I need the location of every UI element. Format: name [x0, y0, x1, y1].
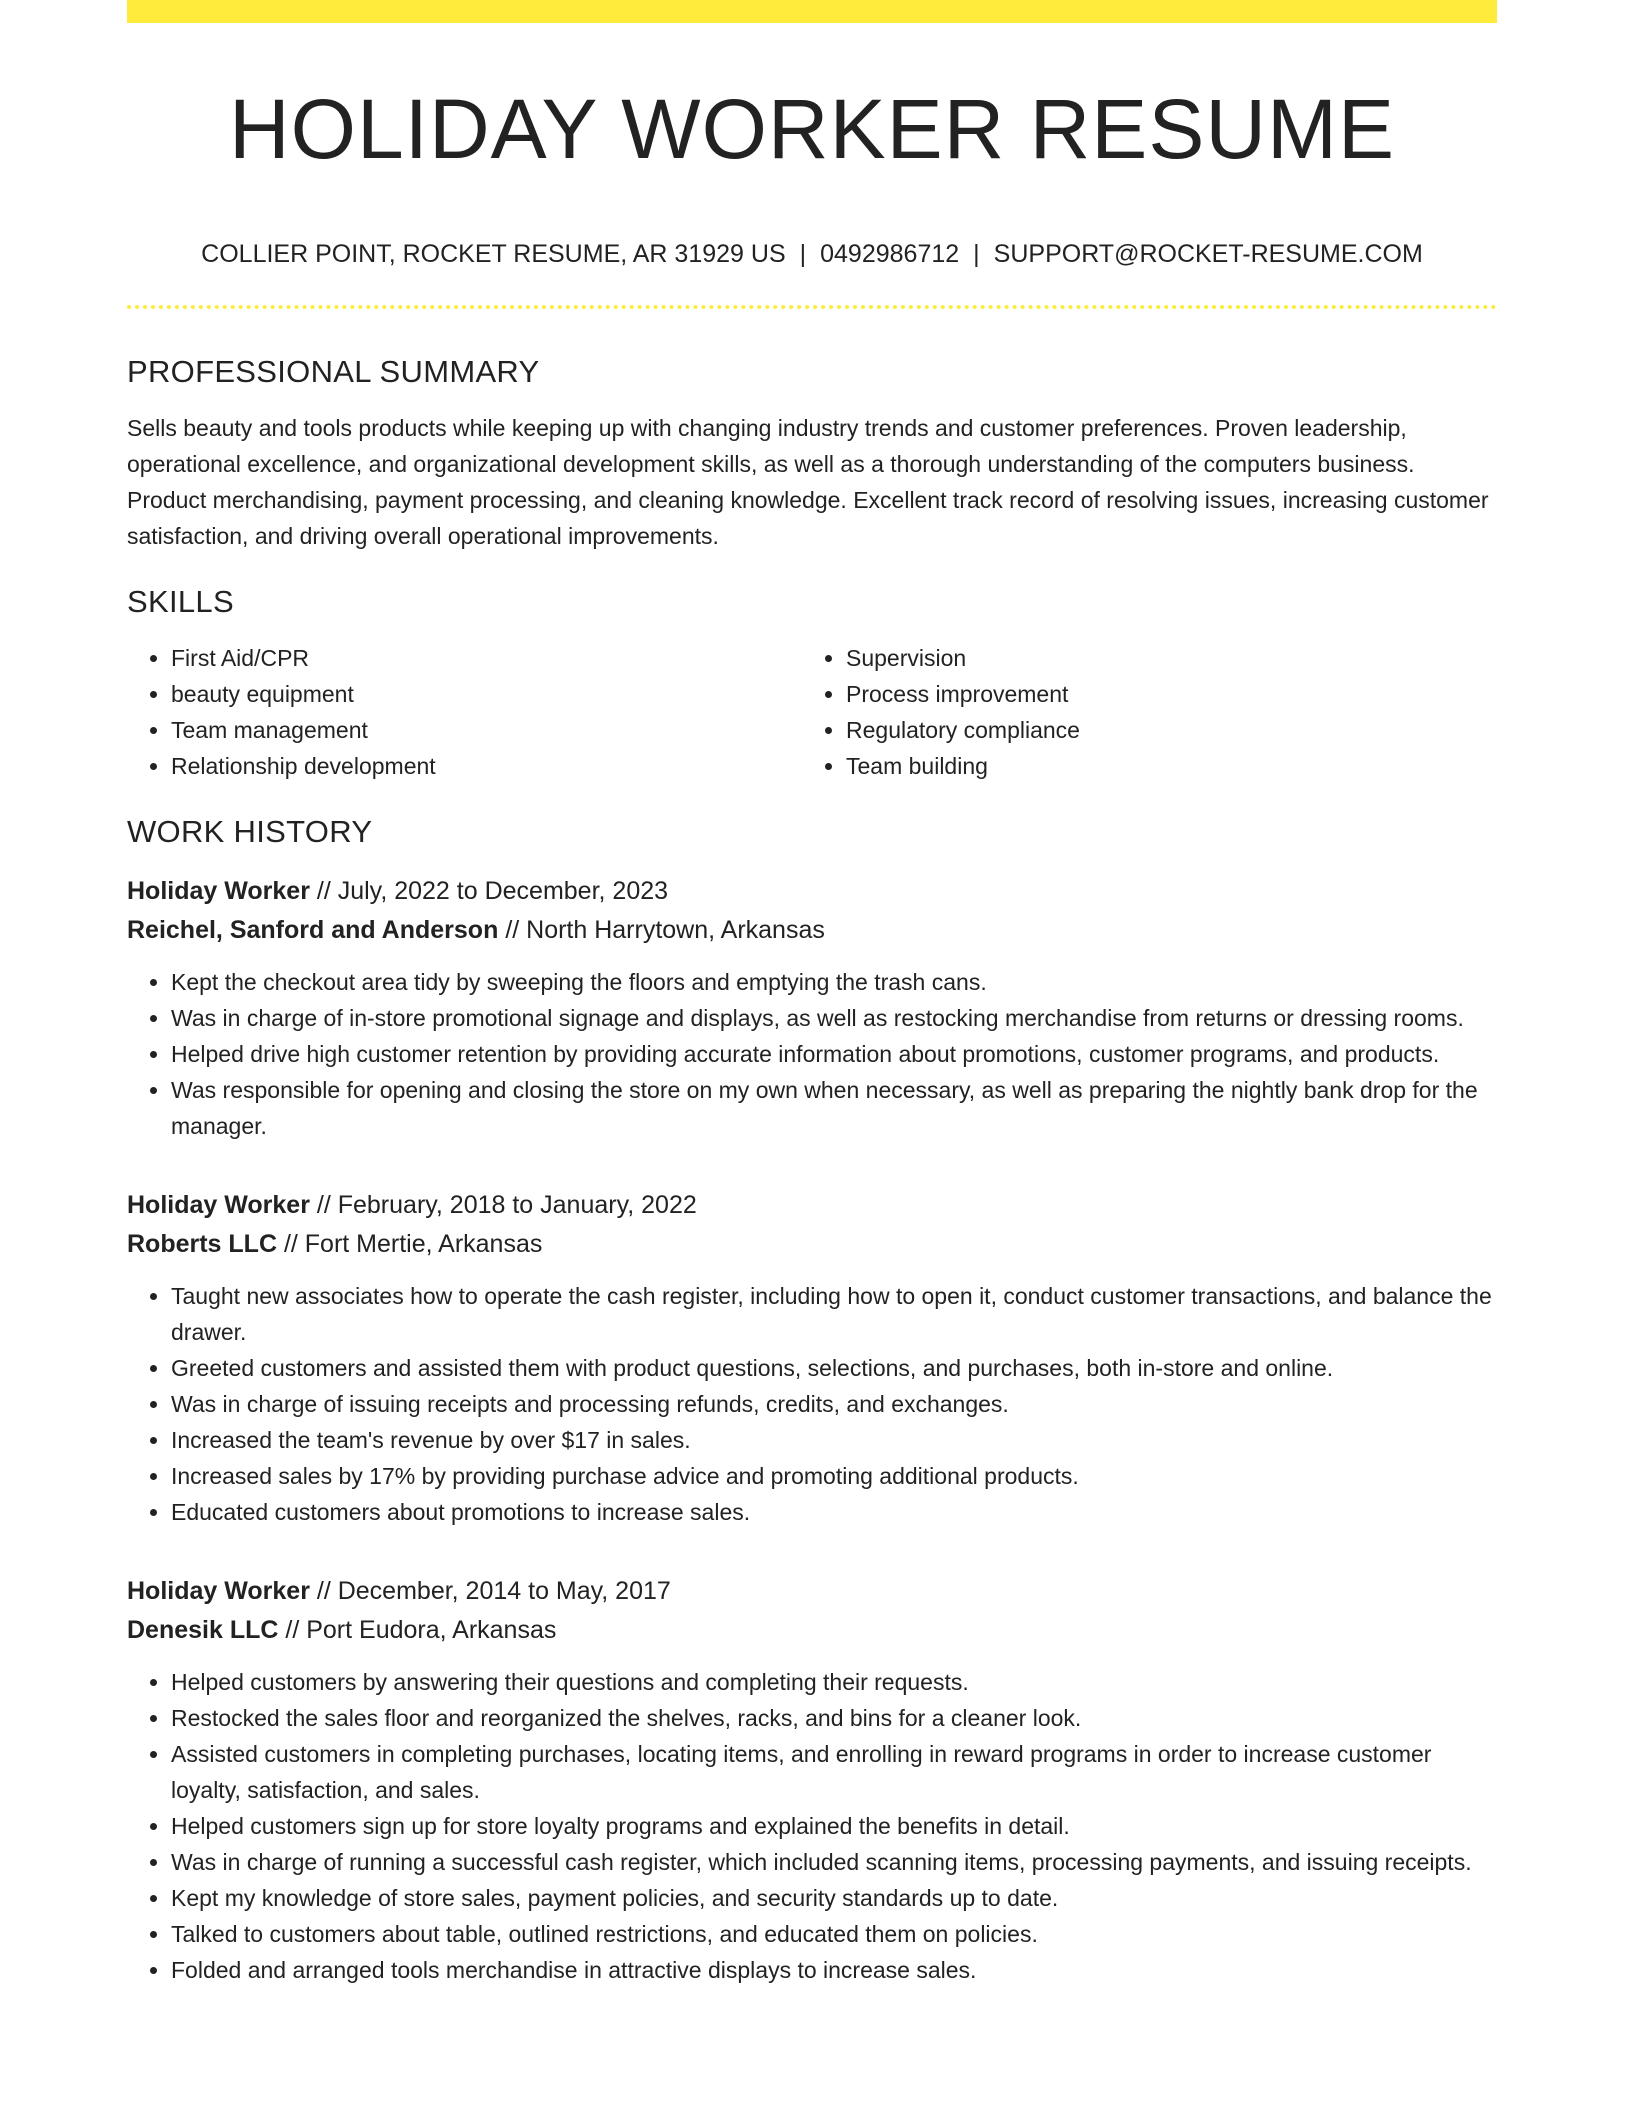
resume-body — [127, 352, 1497, 1988]
job-title: Holiday Worker — [127, 1191, 310, 1219]
skill-item: • Process improvement — [846, 676, 1477, 712]
summary-section — [127, 352, 1497, 554]
job-entry — [127, 872, 1497, 1144]
job-bullet: • Kept the checkout area tidy by sweeping the floors and emptying the trash cans. — [171, 964, 1497, 1000]
resume-title: HOLIDAY WORKER RESUME — [228, 82, 1396, 176]
skills-section — [127, 582, 1497, 784]
job-bullet: • Restocked the sales floor and reorganized the shelves, racks, and bins for a cleaner look. — [171, 1700, 1497, 1736]
job-dates: // December, 2014 to May, 2017 — [316, 1577, 671, 1605]
skills-heading: SKILLS — [127, 584, 234, 619]
job-bullets — [127, 1664, 1497, 1988]
skill-item: • Team building — [846, 748, 1477, 784]
accent-top-bar — [127, 0, 1497, 23]
contact-email: SUPPORT@ROCKET-RESUME.COM — [993, 240, 1423, 268]
work-history-section — [127, 812, 1497, 1988]
job-company: Roberts LLC — [127, 1230, 277, 1258]
job-title-line — [127, 1572, 1497, 1611]
job-entry — [127, 1186, 1497, 1530]
contact-line — [127, 238, 1497, 270]
skill-item: • Team management — [171, 712, 802, 748]
job-company-line — [127, 1225, 1497, 1264]
job-location: // North Harrytown, Arkansas — [505, 916, 825, 944]
job-bullet: • Was in charge of running a successful cash register, which included scanning items, processing payments, and issuing receipts. — [171, 1844, 1497, 1880]
job-bullet: • Increased sales by 17% by providing purchase advice and promoting additional products. — [171, 1458, 1497, 1494]
job-location: // Fort Mertie, Arkansas — [283, 1230, 543, 1258]
skill-item: • beauty equipment — [171, 676, 802, 712]
job-location: // Port Eudora, Arkansas — [285, 1616, 557, 1644]
job-dates: // July, 2022 to December, 2023 — [316, 877, 669, 905]
job-bullet: • Educated customers about promotions to increase sales. — [171, 1494, 1497, 1530]
job-title: Holiday Worker — [127, 1577, 310, 1605]
skills-grid — [127, 640, 1497, 784]
contact-separator: | — [799, 240, 807, 268]
job-company-line — [127, 1611, 1497, 1650]
job-entry — [127, 1572, 1497, 1988]
job-bullet: • Greeted customers and assisted them with product questions, selections, and purchases, both in-store and online. — [171, 1350, 1497, 1386]
summary-heading: PROFESSIONAL SUMMARY — [127, 354, 540, 389]
job-bullet: • Helped customers sign up for store loyalty programs and explained the benefits in detail. — [171, 1808, 1497, 1844]
job-title: Holiday Worker — [127, 877, 310, 905]
job-bullet: • Folded and arranged tools merchandise in attractive displays to increase sales. — [171, 1952, 1497, 1988]
job-bullet: • Was in charge of in-store promotional signage and displays, as well as restocking merchandise from returns or dressing rooms. — [171, 1000, 1497, 1036]
job-title-line — [127, 872, 1497, 911]
contact-address: COLLIER POINT, ROCKET RESUME, AR 31929 US — [201, 240, 786, 268]
job-bullet: • Kept my knowledge of store sales, payment policies, and security standards up to date. — [171, 1880, 1497, 1916]
job-bullet: • Helped drive high customer retention by providing accurate information about promotions, customer programs, and products. — [171, 1036, 1497, 1072]
job-company: Denesik LLC — [127, 1616, 279, 1644]
skill-item: • First Aid/CPR — [171, 640, 802, 676]
job-dates: // February, 2018 to January, 2022 — [316, 1191, 697, 1219]
summary-text: Sells beauty and tools products while keeping up with changing industry trends and customer preferences. Proven leadership, operational excellence, and organizational development skills, as well as a thorough understanding of the computers business. Product merchandising, payment processing, and cleaning knowledge. Excellent track record of resolving issues, increasing customer satisfaction, and driving overall operational improvements. — [127, 415, 1489, 549]
skill-item: • Regulatory compliance — [846, 712, 1477, 748]
job-company: Reichel, Sanford and Anderson — [127, 916, 499, 944]
job-bullet: • Talked to customers about table, outlined restrictions, and educated them on policies. — [171, 1916, 1497, 1952]
job-bullet: • Taught new associates how to operate the cash register, including how to open it, conduct customer transactions, and balance the drawer. — [171, 1278, 1497, 1350]
dotted-divider — [127, 305, 1497, 309]
contact-separator: | — [973, 240, 980, 268]
job-bullet: • Was responsible for opening and closing the store on my own when necessary, as well as preparing the nightly bank drop for the manager. — [171, 1072, 1497, 1144]
skill-item: • Supervision — [846, 640, 1477, 676]
skills-right-column — [802, 640, 1477, 784]
job-bullet: • Was in charge of issuing receipts and processing refunds, credits, and exchanges. — [171, 1386, 1497, 1422]
skills-left-column — [127, 640, 802, 784]
job-title-line — [127, 1186, 1497, 1225]
job-company-line — [127, 911, 1497, 950]
skill-item: • Relationship development — [171, 748, 802, 784]
job-bullet: • Increased the team's revenue by over $17 in sales. — [171, 1422, 1497, 1458]
job-bullet: • Helped customers by answering their questions and completing their requests. — [171, 1664, 1497, 1700]
work-history-heading: WORK HISTORY — [127, 814, 373, 849]
job-bullets — [127, 964, 1497, 1144]
job-bullets — [127, 1278, 1497, 1530]
job-bullet: • Assisted customers in completing purchases, locating items, and enrolling in reward programs in order to increase customer loyalty, satisfaction, and sales. — [171, 1736, 1497, 1808]
contact-phone: 0492986712 — [820, 240, 960, 268]
